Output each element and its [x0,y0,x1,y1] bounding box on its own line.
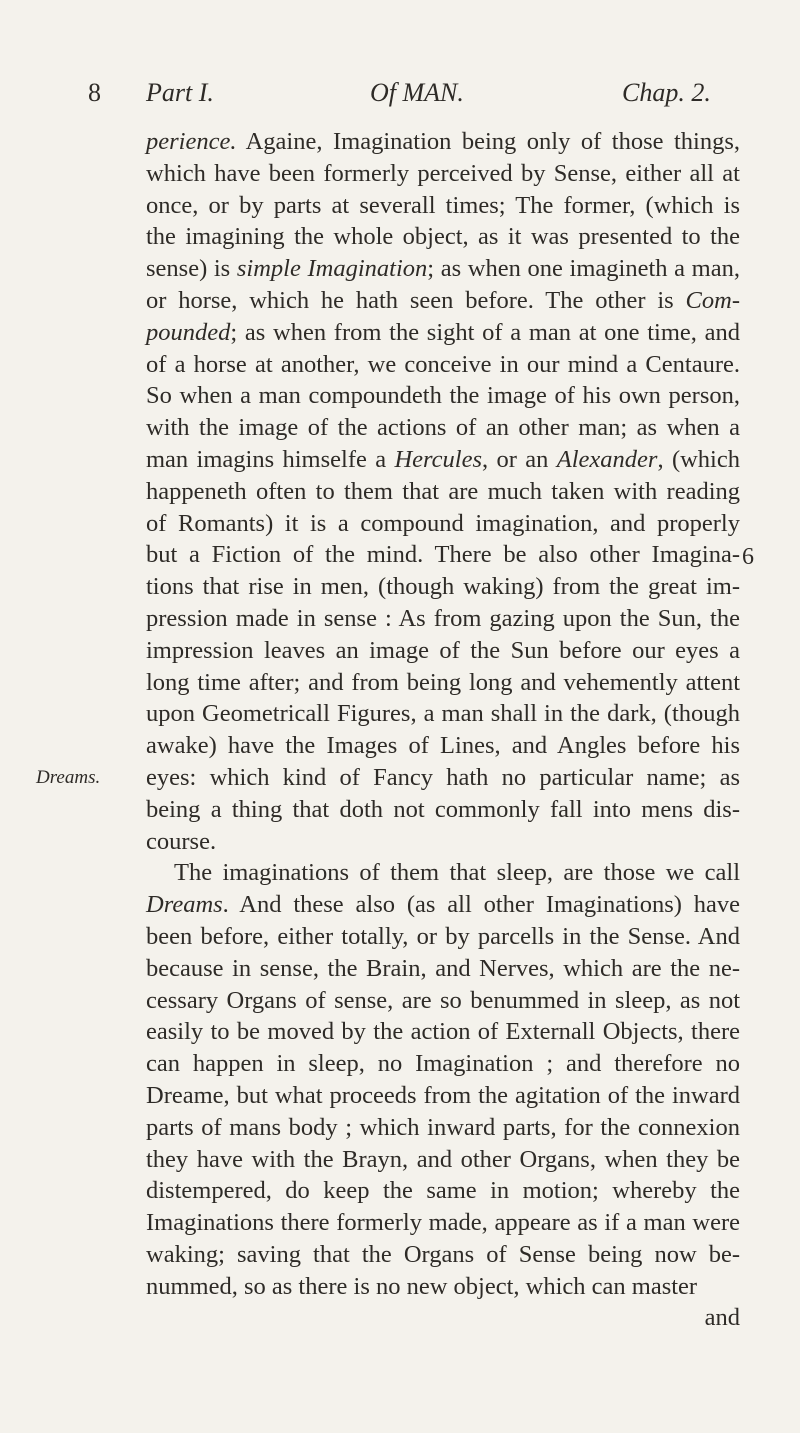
text-line [146,698,740,730]
text-line [146,1048,740,1080]
text-segment: easily to be moved by the action of Externall Objects, there [146,1018,740,1046]
text-line [146,857,740,889]
text-line [146,889,740,921]
text-segment: sense) is [146,255,237,283]
text-line [146,1175,740,1207]
text-line [146,158,740,190]
text-segment: ; as when one imagineth a man, [427,255,740,283]
text-segment: they have with the Brayn, and other Organs, when they be [146,1145,740,1173]
text-line [146,539,740,571]
text-line [146,444,740,476]
text-line [146,603,740,635]
text-line [146,985,740,1017]
text-segment: , or an [482,445,557,473]
text-line [146,349,740,381]
italic-text: Com- [685,286,740,314]
text-segment: once, or by parts at severall times; The former, (which is [146,191,740,219]
text-line [146,826,740,858]
text-segment: been before, either totally, or by parcells in the Sense. And [146,922,740,950]
text-segment: Dreame, but what proceeds from the agitation of the inward [146,1081,740,1109]
text-segment: ; as when from the sight of a man at one time, and [230,318,740,346]
text-segment: man imagins himselfe a [146,445,395,473]
text-line [146,1112,740,1144]
text-segment: long time after; and from being long and vehemently attent [146,668,740,696]
text-line [146,1016,740,1048]
text-segment: of a horse at another, we conceive in our mind a Centaure. [146,350,740,378]
text-line [146,508,740,540]
text-line [146,730,740,762]
text-line [146,571,740,603]
margin-paragraph-number: 6 [742,544,754,570]
text-segment: course. [146,827,217,855]
text-segment: impression leaves an image of the Sun before our eyes a [146,636,740,664]
text-line [146,953,740,985]
text-line [146,221,740,253]
text-segment: , (which [657,445,740,473]
part-label: Part I. [146,78,214,107]
text-line [146,190,740,222]
text-segment: and [704,1304,740,1332]
text-segment: with the image of the actions of an other man; as when a [146,414,740,442]
chapter-label: Chap. 2. [622,78,711,107]
text-line [146,1144,740,1176]
text-line [146,794,740,826]
text-segment: Imaginations there formerly made, appeare as if a man were [146,1209,740,1237]
italic-text: simple Imagination [236,255,428,283]
text-segment: distempered, do keep the same in motion; whereby the [146,1177,740,1205]
text-line [146,285,740,317]
italic-text: Hercules [394,445,483,473]
text-line [146,762,740,794]
text-segment: can happen in sleep, no Imagination ; and therefore no [146,1050,740,1078]
italic-text: Alexander [556,445,658,473]
text-segment: pression made in sense : As from gazing upon the Sun, the [146,604,740,632]
running-header [0,78,800,118]
text-segment: . And these also (as all other Imaginations) have [222,891,740,919]
text-segment: Againe, Imagination being only of those things, [236,128,740,155]
text-segment: the imagining the whole object, as it was presented to the [146,223,740,251]
text-segment: nummed, so as there is no new object, which can master [146,1272,698,1300]
text-segment: So when a man compoundeth the image of his own person, [146,382,740,410]
body-text [146,126,740,1334]
text-line [146,412,740,444]
text-line [146,1302,740,1334]
text-line [146,1207,740,1239]
text-segment: The imaginations of them that sleep, are those we call [174,859,740,887]
italic-text: perience. [146,128,237,155]
text-segment: which have been formerly perceived by Sense, either all at [146,159,740,187]
text-segment: but a Fiction of the mind. There be also other Imagina- [146,541,740,569]
text-segment: eyes: which kind of Fancy hath no particular name; as [146,763,740,791]
text-segment: tions that rise in men, (though waking) from the great im- [146,573,740,601]
text-segment: happeneth often to them that are much taken with reading [146,477,740,505]
text-line [146,921,740,953]
text-line [146,126,740,158]
running-title: Of MAN. [370,78,464,107]
italic-text: pounded [146,318,231,346]
text-segment: being a thing that doth not commonly fall into mens dis- [146,795,740,823]
text-segment: of Romants) it is a compound imagination, and properly [146,509,740,537]
text-line [146,1080,740,1112]
text-line [146,1271,740,1303]
text-line [146,380,740,412]
margin-note-dreams: Dreams. [36,767,101,788]
text-segment: waking; saving that the Organs of Sense being now be- [146,1240,740,1268]
text-segment: because in sense, the Brain, and Nerves, which are the ne- [146,954,740,982]
text-segment: upon Geometricall Figures, a man shall in the dark, (though [146,700,740,728]
text-line [146,317,740,349]
text-line [146,635,740,667]
text-line [146,253,740,285]
text-segment: or horse, which he hath seen before. The other is [146,286,686,314]
text-line [146,1239,740,1271]
page-number: 8 [88,78,101,107]
text-line [146,476,740,508]
text-segment: cessary Organs of sense, are so benummed in sleep, as not [146,986,740,1014]
text-segment: awake) have the Images of Lines, and Angles before his [146,732,740,760]
text-line [146,667,740,699]
italic-text: Dreams [146,891,223,919]
text-segment: parts of mans body ; which inward parts, for the connexion [146,1113,740,1141]
